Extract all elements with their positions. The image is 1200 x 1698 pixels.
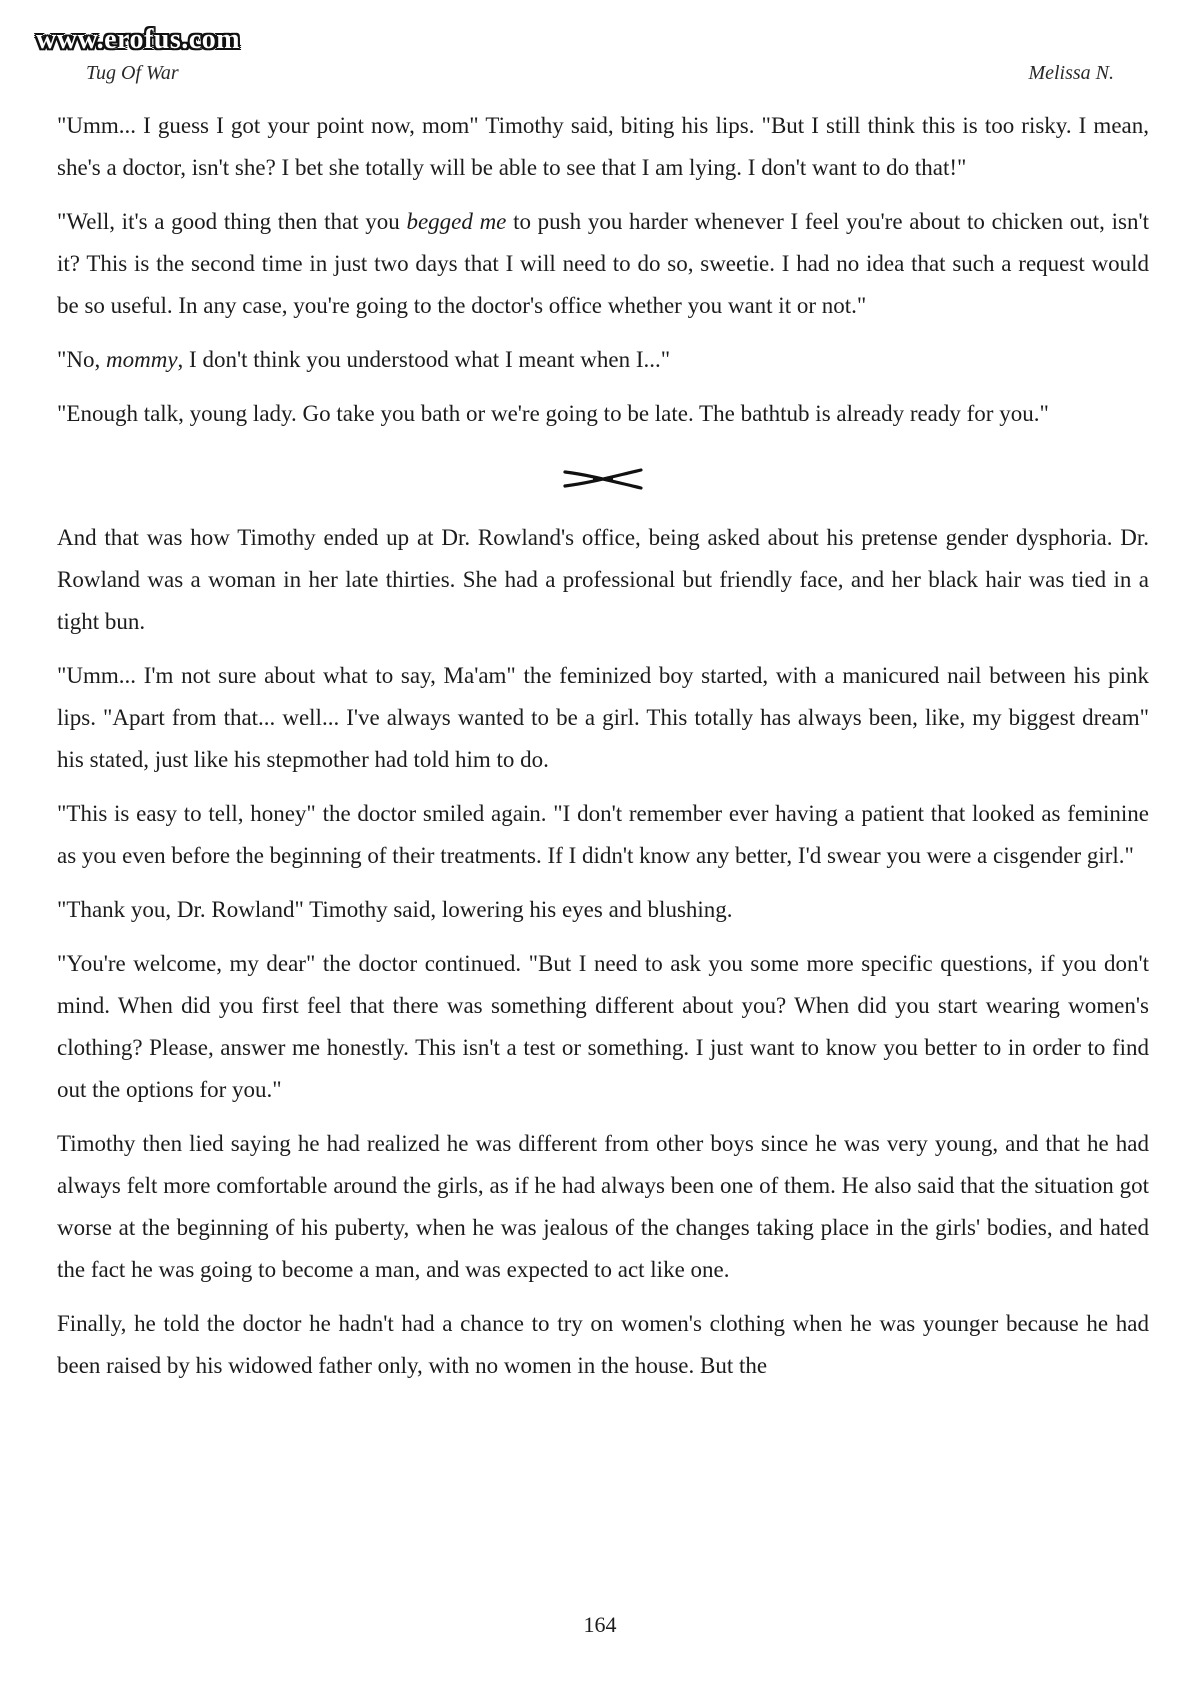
paragraph-text: "Thank you, Dr. Rowland" Timothy said, lowering his eyes and blushing. [57, 897, 733, 922]
paragraph-text: "No, [57, 347, 106, 372]
paragraph [57, 943, 1149, 1111]
page-body [57, 105, 1149, 1399]
paragraph [57, 655, 1149, 781]
emphasis-text: mommy [106, 347, 178, 372]
paragraph-text: "Umm... I'm not sure about what to say, Ma'am" the feminized boy started, with a manicured nail between his pink lips. "Apart from that... well... I've always wanted to be a girl. This totally has always been, like, my biggest dream" his stated, just like his stepmother had told him to do. [57, 663, 1149, 772]
paragraph-text: "You're welcome, my dear" the doctor continued. "But I need to ask you some more specific questions, if you don't mind. When did you first feel that there was something different about you? When did you start wearing women's clothing? Please, answer me honestly. This isn't a test or something. I just want to know you better to in order to find out the options for you." [57, 951, 1149, 1102]
paragraph [57, 517, 1149, 643]
crossed-lines-divider-icon [563, 466, 643, 492]
paragraph-text: to push you harder whenever I feel you're about to chicken out, isn't it? This is the second time in just two days that I will need to do so, sweetie. I had no idea that such a request would be so useful. In any case, you're going to the doctor's office whether you want it or not." [57, 209, 1149, 318]
watermark: www.erofus.com [36, 24, 241, 55]
paragraph [57, 393, 1149, 435]
paragraph [57, 889, 1149, 931]
page-number: 164 [583, 1612, 617, 1637]
paragraph-text: "This is easy to tell, honey" the doctor smiled again. "I don't remember ever having a patient that looked as feminine as you even before the beginning of their treatments. If I didn't know any better, I'd swear you were a cisgender girl." [57, 801, 1149, 868]
paragraph-text: Timothy then lied saying he had realized he was different from other boys since he was very young, and that he had always felt more comfortable around the girls, as if he had always been one of them. He also said that the situation got worse at the beginning of his puberty, when he was jealous of the changes taking place in the girls' bodies, and hated the fact he was going to become a man, and was expected to act like one. [57, 1131, 1149, 1282]
paragraph [57, 1123, 1149, 1291]
paragraph-text: , I don't think you understood what I meant when I..." [177, 347, 671, 372]
paragraph [57, 105, 1149, 189]
paragraph [57, 201, 1149, 327]
emphasis-text: begged me [406, 209, 507, 234]
paragraphs-before-break [57, 105, 1149, 435]
paragraph [57, 793, 1149, 877]
book-title: Tug Of War [86, 62, 179, 84]
paragraph [57, 1303, 1149, 1387]
paragraph [57, 339, 1149, 381]
paragraph-text: Finally, he told the doctor he hadn't had a chance to try on women's clothing when he was younger because he had been raised by his widowed father only, with no women in the house. But the [57, 1311, 1149, 1378]
paragraph-text: "Umm... I guess I got your point now, mom" Timothy said, biting his lips. "But I still think this is too risky. I mean, she's a doctor, isn't she? I bet she totally will be able to see that I am lying. I don't want to do that!" [57, 113, 1149, 180]
paragraph-text: And that was how Timothy ended up at Dr. Rowland's office, being asked about his pretense gender dysphoria. Dr. Rowland was a woman in her late thirties. She had a professional but friendly face, and her black hair was tied in a tight bun. [57, 525, 1149, 634]
running-header [86, 62, 1114, 90]
section-break [57, 447, 1149, 511]
paragraph-text: "Well, it's a good thing then that you [57, 209, 407, 234]
author-name: Melissa N. [1028, 62, 1114, 84]
paragraphs-after-break [57, 517, 1149, 1387]
paragraph-text: "Enough talk, young lady. Go take you bath or we're going to be late. The bathtub is already ready for you." [57, 401, 1049, 426]
